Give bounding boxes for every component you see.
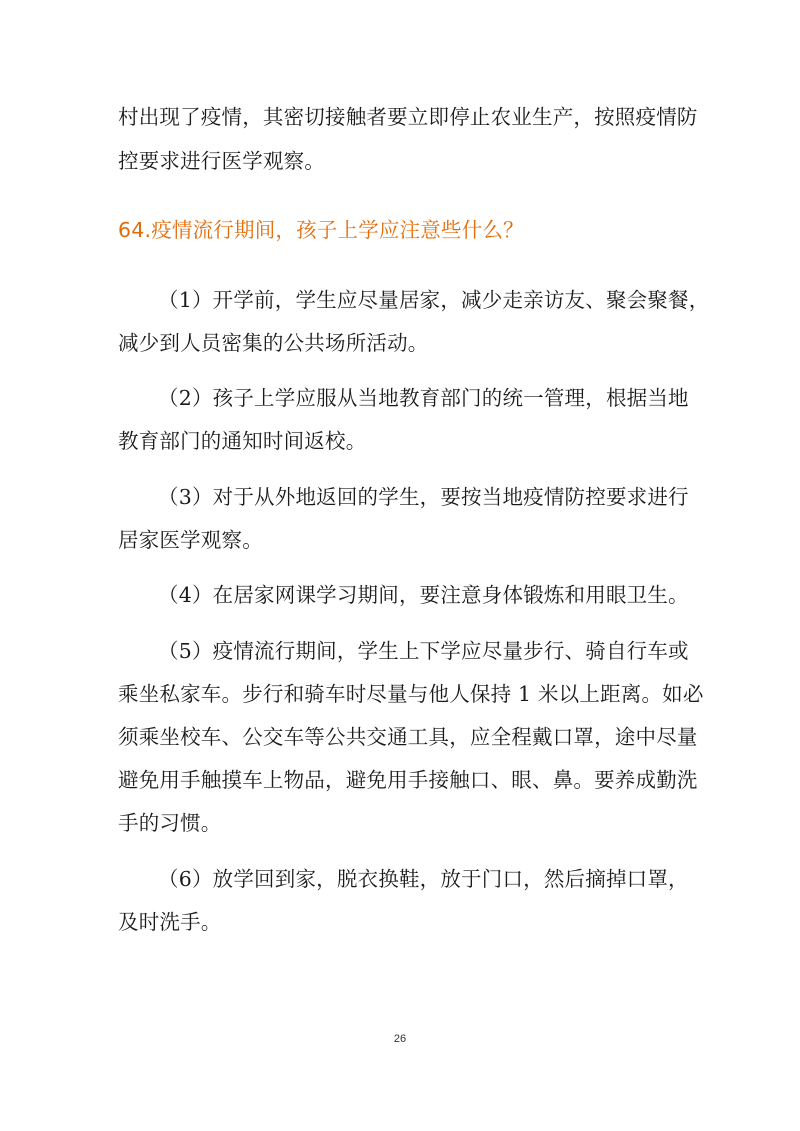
section-heading: 64.疫情流行期间，孩子上学应注意些什么？ [118,218,524,242]
item-5-line-2: 乘坐私家车。步行和骑车时尽量与他人保持 1 米以上距离。如必 [118,682,704,706]
item-1-line-1: （1）开学前，学生应尽量居家，减少走亲访友、聚会聚餐， [158,288,710,312]
page-number: 26 [393,1033,407,1045]
item-5-line-3: 须乘坐校车、公交车等公共交通工具，应全程戴口罩，途中尽量 [118,725,698,749]
item-5-line-5: 手的习惯。 [118,811,222,835]
item-1-line-2: 减少到人员密集的公共场所活动。 [118,331,429,355]
item-6-line-2: 及时洗手。 [118,910,222,934]
item-2-line-1: （2）孩子上学应服从当地教育部门的统一管理，根据当地 [158,386,689,410]
item-3-line-2: 居家医学观察。 [118,528,263,552]
item-6-line-1: （6）放学回到家，脱衣换鞋，放于门口，然后摘掉口罩， [158,867,689,891]
item-2-line-2: 教育部门的通知时间返校。 [118,429,367,453]
item-5-line-1: （5）疫情流行期间，学生上下学应尽量步行、骑自行车或 [158,639,689,663]
intro-line-1: 村出现了疫情，其密切接触者要立即停止农业生产，按照疫情防 [118,105,698,129]
item-4-line-1: （4）在居家网课学习期间，要注意身体锻炼和用眼卫生。 [158,583,689,607]
item-3-line-1: （3）对于从外地返回的学生，要按当地疫情防控要求进行 [158,485,689,509]
intro-line-2: 控要求进行医学观察。 [118,149,325,173]
item-5-line-4: 避免用手触摸车上物品，避免用手接触口、眼、鼻。要养成勤洗 [118,768,698,792]
